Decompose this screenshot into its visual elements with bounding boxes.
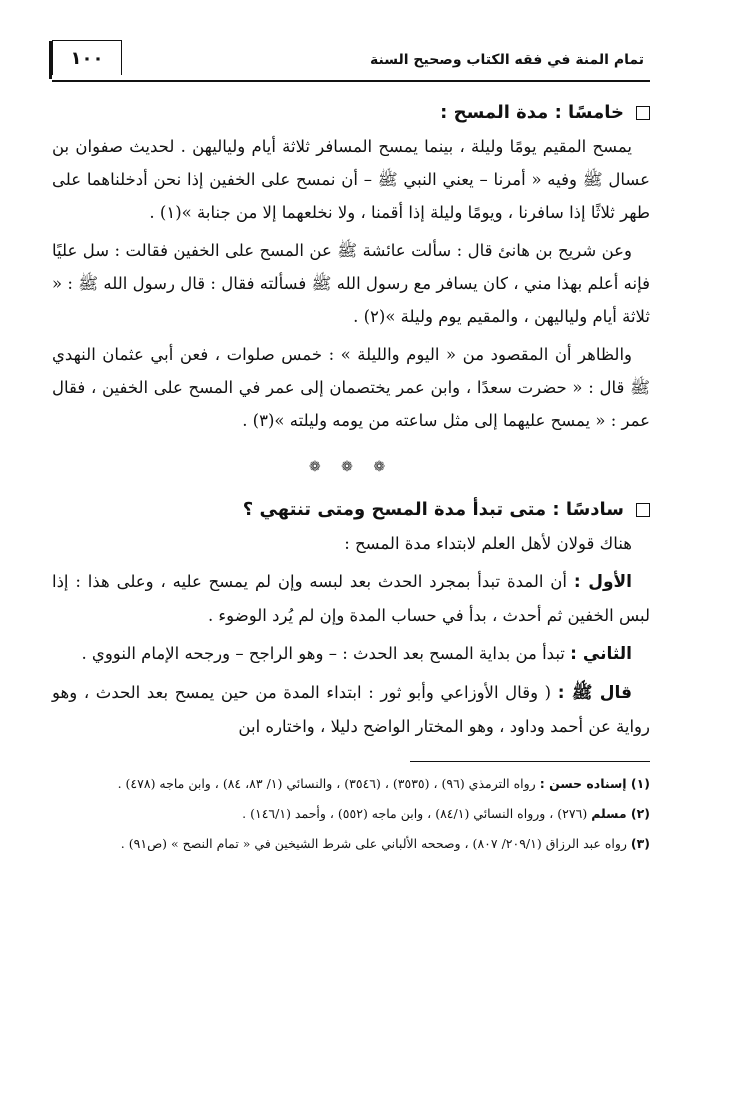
footnote-item	[52, 802, 650, 826]
footnote-text: رواه الترمذي (٩٦) ، (٣٥٣٥) ، (٣٥٤٦) ، والنسائي (١/ ٨٣، ٨٤) ، وابن ماجه (٤٧٨) .	[117, 776, 536, 791]
section-divider: ❁ ❁ ❁	[308, 459, 394, 475]
second-opinion-label: الثاني :	[570, 644, 632, 664]
footnote-lead: (٣)	[630, 836, 650, 851]
first-opinion-text: أن المدة تبدأ بمجرد الحدث بعد لبسه وإن لم يمسح عليه ، وعلى هذا : إذا لبس الخفين ثم أحدث ، بدأ في حساب المدة وإن لم يُرد الوضوء .	[52, 572, 650, 625]
section-heading-6	[52, 493, 650, 527]
section-heading-5-text: خامسًا : مدة المسح :	[440, 102, 624, 123]
book-page	[52, 38, 650, 1078]
paragraph: وعن شريح بن هانئ قال : سألت عائشة ﷺ عن المسح على الخفين فقالت : سل عليًا فإنه أعلم بهذا مني ، كان يسافر مع رسول الله ﷺ فسألته فقال : قال رسول الله ﷺ : « ثلاثة أيام ولياليهن ، والمقيم يوم وليلة »(٢) .	[52, 241, 650, 326]
footnote-item	[52, 772, 650, 796]
footnote-lead: (٢) مسلم	[591, 806, 650, 821]
footnote-lead: (١) إسناده حسن :	[539, 776, 650, 791]
section-heading-6-text: سادسًا : متى تبدأ مدة المسح ومتى تنتهي ؟	[242, 499, 624, 520]
footnote-text: (٢٧٦) ، ورواه النسائي (٨٤/١) ، وابن ماجه (٥٥٢) ، وأحمد (١٤٦/١) .	[242, 806, 588, 821]
square-bullet-icon	[636, 503, 650, 517]
footnotes	[52, 772, 650, 856]
paragraph-first-opinion	[52, 565, 650, 632]
paragraph-quote	[52, 676, 650, 743]
quote-text: ( وقال الأوزاعي وأبو ثور : ابتداء المدة من حين يمسح بعد الحدث ، وهو رواية عن أحمد وداود ، وهو المختار الواضح دليلا ، واختاره ابن	[52, 683, 650, 736]
page-number: ١٠٠	[52, 40, 122, 75]
second-opinion-text: تبدأ من بداية المسح بعد الحدث : – وهو الراجح – ورجحه الإمام النووي .	[81, 644, 565, 663]
footnote-item	[52, 832, 650, 856]
page-body	[52, 96, 650, 856]
section-heading-5	[52, 96, 650, 130]
quote-label: قال ﷺ :	[557, 683, 632, 703]
page-header	[52, 38, 650, 82]
paragraph: يمسح المقيم يومًا وليلة ، بينما يمسح المسافر ثلاثة أيام ولياليهن . لحديث صفوان بن عسال ﷺ وفيه « أمرنا – يعني النبي ﷺ – أن نمسح على الخفين إذا نحن أدخلناهما على طهر ثلاثًا إذا سافرنا ، ويومًا وليلة إذا أقمنا ، ولا نخلعهما إلا من جنابة »(١) .	[52, 137, 650, 222]
paragraph: هناك قولان لأهل العلم لابتداء مدة المسح :	[344, 534, 632, 553]
running-title: تمام المنة في فقه الكتاب وصحيح السنة	[370, 52, 644, 68]
paragraph-second-opinion	[52, 637, 650, 671]
square-bullet-icon	[636, 106, 650, 120]
footnote-separator	[410, 761, 650, 762]
footnote-text: رواه عبد الرزاق (٢٠٩/١/ ٨٠٧) ، وصححه الألباني على شرط الشيخين في « تمام النصح » (ص٩١) .	[120, 836, 627, 851]
paragraph: والظاهر أن المقصود من « اليوم والليلة » : خمس صلوات ، فعن أبي عثمان النهدي ﷺ قال : « حضرت سعدًا ، وابن عمر يختصمان إلى عمر في المسح على الخفين ، فقال عمر : « يمسح عليهما إلى مثل ساعته من يومه وليلته »(٣) .	[52, 345, 650, 430]
first-opinion-label: الأول :	[573, 572, 632, 592]
